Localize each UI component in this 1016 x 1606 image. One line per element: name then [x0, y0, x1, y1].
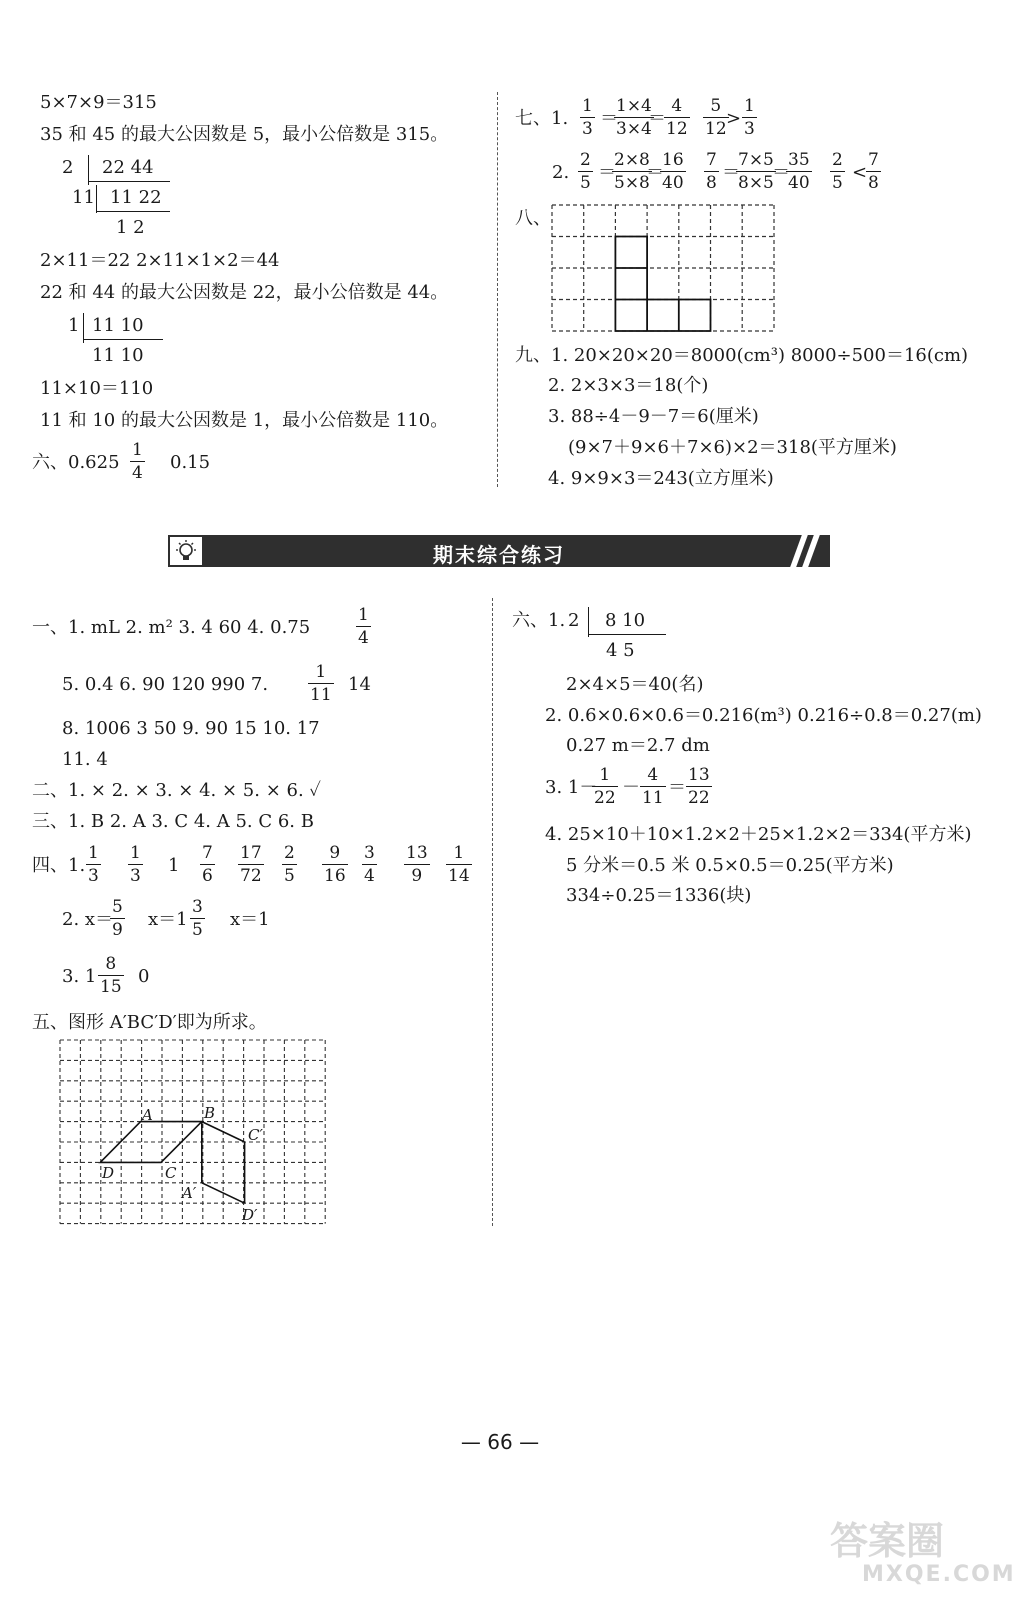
line-5x7x9: 5×7×9＝315: [40, 92, 157, 113]
fraction: 7×5 8×5: [738, 150, 774, 193]
line-cube-volume: 2. 0.6×0.6×0.6＝0.216(m³) 0.216÷0.8＝0.27(m): [545, 705, 982, 726]
div-vline: [96, 185, 97, 213]
fraction: 8 15: [100, 954, 122, 997]
div-hline: [96, 211, 170, 212]
section-six-top: 六、0.625: [32, 452, 120, 473]
operator: ＝: [646, 162, 664, 183]
fraction: 13 22: [688, 765, 710, 808]
line-gcd-11-10: 11 和 10 的最大公因数是 1，最小公倍数是 110。: [40, 410, 449, 431]
fraction: 1 4: [358, 605, 369, 648]
fraction: 1 3: [88, 843, 99, 886]
page-number: — 66 —: [460, 1430, 540, 1454]
operator: ＝: [668, 777, 686, 798]
fraction: 4 12: [666, 96, 688, 139]
section-one-c: 8. 1006 3 50 9. 90 15 10. 17: [62, 718, 320, 739]
div-hline: [83, 339, 163, 340]
section-eight-label: 八、: [515, 208, 551, 229]
point-label-D: D: [102, 1164, 115, 1182]
fraction: 1×4 3×4: [616, 96, 652, 139]
section-nine-3: 3. 88÷4－9－7＝6(厘米): [548, 406, 759, 427]
operator: ＝: [598, 162, 616, 183]
section-one-b: 5. 0.4 6. 90 120 990 7.: [62, 674, 269, 695]
line-gcd-22-44: 22 和 44 的最大公因数是 22，最小公倍数是 44。: [40, 282, 449, 303]
fraction: 3 5: [192, 897, 203, 940]
line-11x10: 11×10＝110: [40, 378, 154, 399]
line-unit-convert: 0.27 m＝2.7 dm: [566, 735, 710, 756]
operator: －: [622, 777, 640, 798]
fraction: 1 3: [130, 843, 141, 886]
fraction: 1 14: [448, 843, 470, 886]
value-14: 14: [348, 674, 371, 695]
fraction: 13 9: [406, 843, 428, 886]
section-four-2-b: x＝1: [148, 909, 188, 930]
column-separator-top: [497, 92, 498, 487]
item-2-label: 2.: [552, 162, 570, 183]
div-factor: 2: [568, 610, 580, 631]
section-four-3: 3. 1: [62, 966, 97, 987]
section-three: 三、1. B 2. A 3. C 4. A 5. C 6. B: [32, 811, 314, 832]
div-row: 11 10: [92, 315, 144, 336]
point-label-D-prime: D′: [242, 1206, 258, 1224]
section-four-2-c: x＝1: [230, 909, 270, 930]
fraction: 2 5: [832, 150, 843, 193]
section-four-2-a: 2. x＝: [62, 909, 114, 930]
fraction: 2×8 5×8: [614, 150, 650, 193]
line-3-label: 3. 1－: [545, 777, 598, 798]
point-label-A-prime: A′: [182, 1184, 197, 1202]
fraction: 4 11: [642, 765, 664, 808]
line-2x11: 2×11＝22 2×11×1×2＝44: [40, 250, 280, 271]
div-row: 4 5: [606, 640, 635, 661]
section-four-label: 四、1.: [32, 855, 86, 876]
div-row: 1 2: [116, 217, 145, 238]
section-nine-1: 九、1. 20×20×20＝8000(cm³) 8000÷500＝16(cm): [515, 345, 969, 366]
fraction: 9 16: [324, 843, 346, 886]
operator: <: [852, 162, 868, 183]
value-0: 0: [138, 966, 150, 987]
fraction: 7 8: [706, 150, 717, 193]
operator: ＝: [772, 162, 790, 183]
fraction: 1 3: [582, 96, 593, 139]
fraction: 35 40: [788, 150, 810, 193]
fraction: 2 5: [284, 843, 295, 886]
whole-number: 1: [168, 855, 180, 876]
line-2x4x5: 2×4×5＝40(名): [566, 674, 704, 695]
section-nine-4: 4. 9×9×3＝243(立方厘米): [548, 468, 774, 489]
grid-figure-eight: [552, 205, 774, 331]
section-seven-label: 七、1.: [515, 108, 569, 129]
div-hline: [588, 634, 666, 635]
fraction: 1 4: [132, 440, 143, 483]
div-vline: [588, 607, 589, 637]
fraction: 1 22: [594, 765, 616, 808]
value-0-15: 0.15: [170, 452, 211, 473]
section-one-d: 11. 4: [62, 749, 108, 770]
section-nine-2: 2. 2×3×3＝18(个): [548, 375, 709, 396]
point-label-A: A: [142, 1106, 153, 1124]
watermark-url: MXQE.COM: [862, 1562, 1016, 1587]
div-row: 22 44: [102, 157, 154, 178]
line-area-total: 4. 25×10＋10×1.2×2＋25×1.2×2＝334(平方米): [545, 824, 972, 845]
point-label-C: C: [165, 1164, 177, 1182]
point-label-C-prime: C′: [248, 1126, 263, 1144]
div-factor: 2: [62, 157, 74, 178]
fraction: 3 4: [364, 843, 375, 886]
section-nine-3b: (9×7＋9×6＋7×6)×2＝318(平方厘米): [568, 437, 897, 458]
div-factor: 1: [68, 315, 80, 336]
line-gcd-35-45: 35 和 45 的最大公因数是 5，最小公倍数是 315。: [40, 124, 449, 145]
operator: ＝: [600, 108, 618, 129]
fraction: 2 5: [580, 150, 591, 193]
fraction: 16 40: [662, 150, 684, 193]
operator: ＝: [722, 162, 740, 183]
line-tile-count: 334÷0.25＝1336(块): [566, 885, 752, 906]
fraction: 7 8: [868, 150, 879, 193]
div-hline: [88, 181, 170, 182]
section-six-bottom-label: 六、1.: [512, 610, 566, 631]
section-five: 五、图形 A′BC′D′即为所求。: [32, 1012, 267, 1033]
div-row: 8 10: [605, 610, 646, 631]
section-banner: [168, 535, 830, 567]
section-two: 二、1. × 2. × 3. × 4. × 5. × 6. ✓: [32, 780, 322, 801]
column-separator-bottom: [492, 598, 493, 1226]
point-label-B: B: [204, 1104, 216, 1122]
fraction: 1 11: [310, 662, 332, 705]
fraction: 5 9: [112, 897, 123, 940]
watermark-logo: 答案圈: [830, 1519, 945, 1563]
fraction: 5 12: [705, 96, 727, 139]
section-one-a: 一、1. mL 2. m² 3. 4 60 4. 0.75: [32, 617, 311, 638]
div-row: 11 22: [110, 187, 162, 208]
operator: >: [726, 108, 742, 129]
grid-figure-five: [60, 1040, 326, 1223]
fraction: 7 6: [202, 843, 213, 886]
fraction: 17 72: [240, 843, 262, 886]
div-factor: 11: [72, 187, 95, 208]
div-row: 11 10: [92, 345, 144, 366]
line-tile-area: 5 分米＝0.5 米 0.5×0.5＝0.25(平方米): [566, 855, 894, 876]
operator: ＝: [648, 108, 666, 129]
banner-title: 期末综合练习: [433, 543, 565, 567]
fraction: 1 3: [744, 96, 755, 139]
